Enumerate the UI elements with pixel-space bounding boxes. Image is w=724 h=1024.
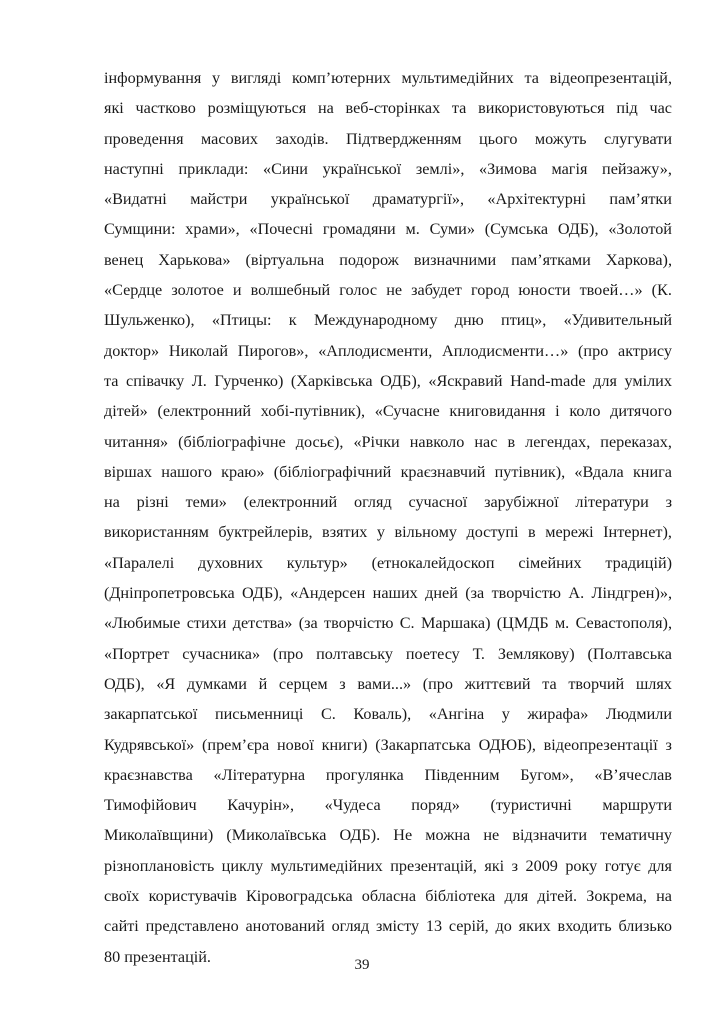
text-line: закарпатської письменниці С. Коваль), «Ангіна у жирафа» Людмили: [104, 705, 672, 724]
text-line: «Сердце золотое и волшебный голос не забудет город юности твоей…» (К.: [104, 281, 672, 300]
text-line: Тимофійович Качурін», «Чудеса поряд» (туристичні маршрути: [104, 796, 672, 815]
text-line: дітей» (електронний хобі-путівник), «Сучасне книговидання і коло дитячого: [104, 402, 672, 421]
text-line: сайті представлено анотований огляд змісту 13 серій, до яких входить близько: [104, 917, 672, 936]
text-line: «Любимые стихи детства» (за творчістю С. Маршака) (ЦМДБ м. Севастополя),: [104, 614, 672, 633]
text-line: Шульженко), «Птицы: к Международному дню птиц», «Удивительный: [104, 311, 672, 330]
text-line: «Паралелі духовних культур» (етнокалейдоскоп сімейних традицій): [104, 553, 672, 572]
text-line: венец Харькова» (віртуальна подорож визначними пам’ятками Харкова),: [104, 250, 672, 269]
text-line: різноплановість циклу мультимедійних презентацій, які з 2009 року готує для: [104, 856, 672, 875]
text-line: які частково розміщуються на веб-сторінках та використовуються під час: [104, 99, 672, 118]
text-line: на різні теми» (електронний огляд сучасної зарубіжної літератури з: [104, 493, 672, 512]
text-line: інформування у вигляді комп’ютерних мультимедійних та відеопрезентацій,: [104, 69, 672, 87]
text-line: проведення масових заходів. Підтвердженням цього можуть слугувати: [104, 129, 672, 148]
text-line: наступні приклади: «Сини української землі», «Зимова магія пейзажу»,: [104, 159, 672, 178]
text-line: та співачку Л. Гурченко) (Харківська ОДБ), «Яскравий Hand-made для умілих: [104, 371, 672, 390]
text-line: Миколаївщини) (Миколаївська ОДБ). Не можна не відзначити тематичну: [104, 826, 672, 845]
text-line: Кудрявської» (прем’єра нової книги) (Закарпатська ОДЮБ), відеопрезентації з: [104, 735, 672, 754]
text-line: «Видатні майстри української драматургії», «Архітектурні пам’ятки: [104, 190, 672, 209]
text-line: своїх користувачів Кіровоградська обласна бібліотека для дітей. Зокрема, на: [104, 887, 672, 906]
text-line: використанням буктрейлерів, взятих у вільному доступі в мережі Інтернет),: [104, 523, 672, 542]
text-line: краєзнавства «Літературна прогулянка Південним Бугом», «В’ячеслав: [104, 765, 672, 784]
text-line: (Дніпропетровська ОДБ), «Андерсен наших дней (за творчістю А. Ліндгрен)»,: [104, 584, 672, 603]
page-number: 39: [354, 957, 370, 973]
text-line: 80 презентацій.: [104, 947, 211, 966]
text-line: Сумщини: храми», «Почесні громадяни м. Суми» (Сумська ОДБ), «Золотой: [104, 220, 672, 239]
text-line: «Портрет сучасника» (про полтавську поетесу Т. Землякову) (Полтавська: [104, 644, 672, 663]
text-line: читання» (бібліографічне досьє), «Річки навколо нас в легендах, переказах,: [104, 432, 672, 451]
text-line: ОДБ), «Я думками й серцем з вами...» (про життєвий та творчий шлях: [104, 674, 672, 693]
text-line: доктор» Николай Пирогов», «Аплодисменти, Аплодисменти…» (про актрису: [104, 341, 672, 360]
text-line: віршах нашого краю» (бібліографічний краєзнавчий путівник), «Вдала книга: [104, 462, 672, 481]
body-text: [104, 63, 672, 972]
